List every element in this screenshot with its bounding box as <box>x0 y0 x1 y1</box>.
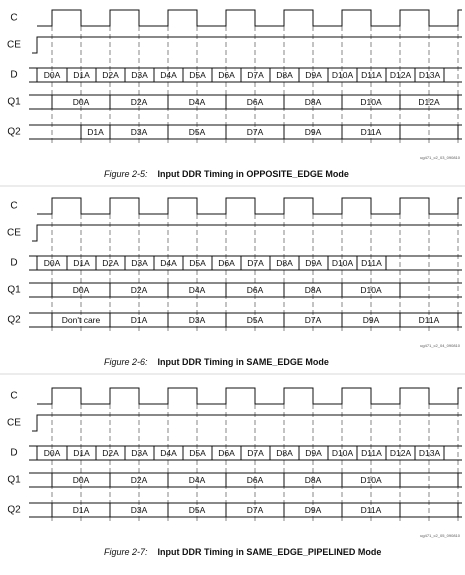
clock-waveform <box>37 10 462 26</box>
q2-row-cell-5: D9A <box>362 314 380 325</box>
figure-caption-number: Figure 2-7: <box>104 547 148 558</box>
q2-row-cell-0: D1A <box>87 126 104 137</box>
d-row-cell-13: D13A <box>418 69 441 80</box>
timing-figure-6 <box>0 198 465 374</box>
signal-label-q2: Q2 <box>7 504 21 516</box>
signal-label-ce: CE <box>7 417 21 429</box>
q1-row-cell-4: D8A <box>304 474 322 485</box>
q2-row-cell-0: D1A <box>72 504 90 515</box>
q2-row-cell-1: D3A <box>130 126 148 137</box>
q2-row-cell-4: D9A <box>304 126 322 137</box>
figure-caption-number: Figure 2-5: <box>104 169 148 180</box>
q1-row-cell-3: D6A <box>246 96 264 107</box>
d-row-cell-9: D9A <box>305 69 322 80</box>
q1-row-cell-6: D12A <box>418 96 440 107</box>
signal-label-q1: Q1 <box>7 96 21 108</box>
q1-row-cell-2: D4A <box>188 96 206 107</box>
d-row-cell-4: D4A <box>160 257 177 268</box>
q1-row-cell-4: D8A <box>304 96 322 107</box>
timing-figure-5 <box>0 10 465 186</box>
d-row-cell-0: D0A <box>43 447 61 458</box>
q2-row-cell-2: D3A <box>188 314 206 325</box>
signal-label-d: D <box>10 447 18 459</box>
q1-row-cell-5: D10A <box>360 96 382 107</box>
q2-row-cell-1: D3A <box>130 504 148 515</box>
signal-label-q1: Q1 <box>7 474 21 486</box>
d-row-cell-3: D3A <box>131 447 148 458</box>
q1-row-cell-2: D4A <box>188 284 206 295</box>
d-row-cell-6: D6A <box>218 447 235 458</box>
q2-row-cell-5: D11A <box>360 126 382 137</box>
d-row-cell-1: D1A <box>73 447 90 458</box>
q2-row-cell-4: D9A <box>304 504 322 515</box>
figure-caption-number: Figure 2-6: <box>104 357 148 368</box>
figure-caption-title: Input DDR Timing in OPPOSITE_EDGE Mode <box>157 169 349 180</box>
q1-row-cell-2: D4A <box>188 474 206 485</box>
d-row-cell-1: D1A <box>73 257 90 268</box>
figure-caption-title: Input DDR Timing in SAME_EDGE_PIPELINED Mode <box>157 547 382 558</box>
figure-code: ug471_c2_05_090810 <box>420 533 460 539</box>
signal-label-ce: CE <box>7 227 21 239</box>
timing-figure-7 <box>7 388 462 557</box>
q1-row-cell-5: D10A <box>360 284 382 295</box>
q2-row-cell-2: D5A <box>188 504 206 515</box>
q1-row-cell-1: D2A <box>130 284 148 295</box>
d-row-cell-4: D4A <box>160 447 177 458</box>
q1-row-cell-3: D6A <box>246 474 264 485</box>
figure-code: ug471_c2_03_090810 <box>420 155 460 161</box>
figure-caption <box>104 547 381 557</box>
q1-row-cell-3: D6A <box>246 284 264 295</box>
q2-row-cell-0: Don't care <box>61 314 101 325</box>
d-row-cell-8: D8A <box>276 257 293 268</box>
d-row-cell-11: D11A <box>361 257 382 268</box>
signal-label-c: C <box>10 12 18 24</box>
d-row-cell-10: D10A <box>331 69 354 80</box>
signal-label-q1: Q1 <box>7 284 21 296</box>
q2-row-cell-6: D11A <box>418 314 440 325</box>
signal-label-c: C <box>10 200 18 212</box>
q2-row-cell-2: D5A <box>188 126 206 137</box>
q2-row-cell-1: D1A <box>130 314 148 325</box>
d-row-cell-12: D12A <box>389 447 412 458</box>
q2-row-cell-5: D11A <box>360 504 382 515</box>
d-row-cell-5: D5A <box>189 69 206 80</box>
q1-row-cell-1: D2A <box>130 96 148 107</box>
q1-row-cell-4: D8A <box>304 284 322 295</box>
q2-row-cell-3: D5A <box>246 314 264 325</box>
d-row-cell-2: D2A <box>102 69 119 80</box>
q1-row-cell-0: D0A <box>72 284 90 295</box>
d-row-cell-12: D12A <box>389 69 412 80</box>
d-row-cell-3: D3A <box>131 257 148 268</box>
d-row-cell-3: D3A <box>131 69 148 80</box>
signal-label-d: D <box>10 69 18 81</box>
d-row-cell-9: D9A <box>305 447 322 458</box>
d-row-cell-5: D5A <box>189 447 206 458</box>
d-row-cell-1: D1A <box>73 69 90 80</box>
q1-row-cell-1: D2A <box>130 474 148 485</box>
q1-row-cell-0: D0A <box>72 474 90 485</box>
d-row-cell-2: D2A <box>102 257 119 268</box>
ce-waveform <box>32 37 462 53</box>
d-row-cell-0: D0A <box>43 69 61 80</box>
signal-label-d: D <box>10 257 18 269</box>
d-row-cell-7: D7A <box>247 447 264 458</box>
signal-label-q2: Q2 <box>7 314 21 326</box>
ce-waveform <box>32 225 462 241</box>
signal-label-ce: CE <box>7 39 21 51</box>
q2-row-cell-3: D7A <box>246 126 264 137</box>
d-row-cell-13: D13A <box>418 447 441 458</box>
figure-caption <box>104 357 329 367</box>
d-row-cell-11: D11A <box>361 69 382 80</box>
q1-row-cell-0: D0A <box>72 96 90 107</box>
signal-label-q2: Q2 <box>7 126 21 138</box>
q2-row-cell-3: D7A <box>246 504 264 515</box>
d-row-cell-6: D6A <box>218 257 235 268</box>
d-row-cell-2: D2A <box>102 447 119 458</box>
d-row-cell-10: D10A <box>331 447 354 458</box>
ce-waveform <box>32 415 462 431</box>
d-row-cell-0: D0A <box>43 257 61 268</box>
figure-code: ug471_c2_04_090810 <box>420 343 460 349</box>
signal-label-c: C <box>10 390 18 402</box>
d-row-cell-4: D4A <box>160 69 177 80</box>
q2-row-cell-4: D7A <box>304 314 322 325</box>
d-row-cell-6: D6A <box>218 69 235 80</box>
d-row-cell-9: D9A <box>305 257 322 268</box>
d-row-cell-10: D10A <box>331 257 354 268</box>
clock-waveform <box>37 198 462 214</box>
figure-caption <box>104 169 349 179</box>
q1-row-cell-5: D10A <box>360 474 382 485</box>
d-row-cell-11: D11A <box>361 447 382 458</box>
figure-caption-title: Input DDR Timing in SAME_EDGE Mode <box>157 357 329 368</box>
clock-waveform <box>37 388 462 404</box>
d-row-cell-5: D5A <box>189 257 206 268</box>
d-row-cell-8: D8A <box>276 447 293 458</box>
d-row-cell-7: D7A <box>247 69 264 80</box>
d-row-cell-7: D7A <box>247 257 264 268</box>
d-row-cell-8: D8A <box>276 69 293 80</box>
